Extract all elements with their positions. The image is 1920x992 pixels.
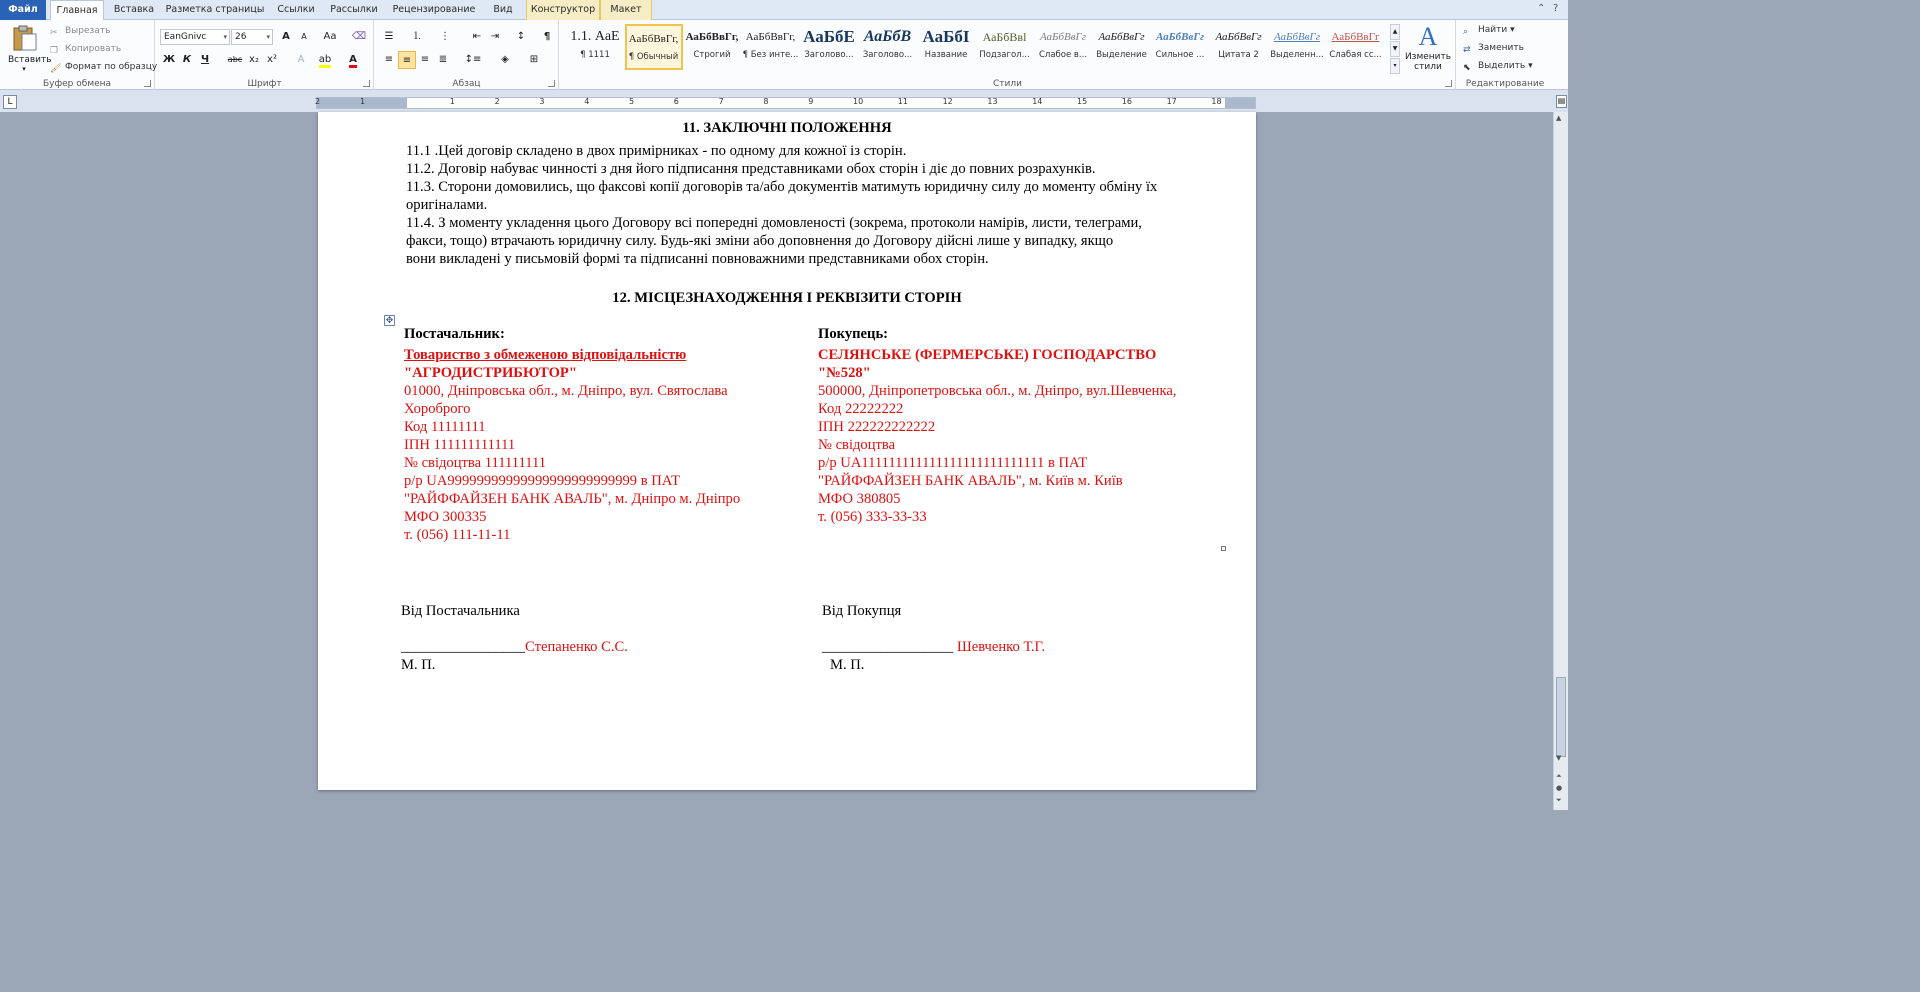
buyer-sign-line: __________________: [822, 639, 954, 655]
style-name: Строгий: [693, 50, 731, 60]
style-name: ¶ Без инте...: [742, 50, 799, 60]
style-item[interactable]: [976, 24, 1034, 70]
buyer-code: Код 22222222: [818, 401, 904, 417]
paragraph-11-4-line2: факси, тощо) втрачають юридичну силу. Будь-які зміни або доповнення до Договору дійсні лише у випадку, якщо: [406, 233, 1114, 249]
find-button[interactable]: ⌕ Найти ▾: [1463, 25, 1515, 37]
font-size-value: 26: [235, 32, 247, 42]
paragraph-11-3-line2: оригіналами.: [406, 197, 488, 213]
ruler-number: 17: [1166, 97, 1177, 106]
style-name: Заголово...: [862, 50, 913, 60]
view-ruler-icon[interactable]: ▤: [1556, 95, 1567, 108]
supplier-heading: Постачальник:: [404, 326, 505, 342]
underline-icon: Ч: [200, 54, 210, 65]
supplier-certificate: № свідоцтва 111111111: [404, 455, 547, 471]
buyer-sign-label: Від Покупця: [822, 603, 902, 619]
style-sample: АаБбВвГг: [1098, 31, 1145, 43]
ribbon-tab-bar: [0, 0, 1568, 20]
table-resize-handle[interactable]: [1221, 546, 1226, 551]
style-sample: АаБбВвГг,: [685, 31, 739, 43]
gallery-more-icon[interactable]: ▾: [1390, 58, 1400, 74]
table-move-handle-icon[interactable]: ✥: [385, 315, 394, 325]
pilcrow-icon: ¶: [543, 31, 551, 42]
buyer-mfo: МФО 380805: [818, 491, 901, 507]
minimize-ribbon-icon[interactable]: ⌃: [1537, 3, 1546, 14]
align-right-button[interactable]: [416, 51, 434, 69]
buyer-address: 500000, Дніпропетровська обл., м. Дніпро, вул.Шевченка,: [818, 383, 1177, 399]
gallery-down-icon[interactable]: ▼: [1390, 41, 1400, 57]
font-group-label: Шрифт: [247, 79, 282, 89]
style-name: Сильное ...: [1155, 50, 1205, 60]
multilevel-list-icon: ⋮: [440, 31, 450, 42]
ruler-number: 15: [1077, 97, 1088, 106]
clipboard-group-label: Буфер обмена: [42, 79, 112, 89]
style-item[interactable]: [800, 24, 858, 70]
style-item[interactable]: [566, 24, 624, 70]
style-item[interactable]: [859, 24, 917, 70]
line-spacing-button[interactable]: [464, 51, 482, 69]
bullets-icon: ☰: [384, 31, 394, 42]
tab-review[interactable]: Рецензирование: [392, 4, 476, 15]
paragraph-launcher-icon[interactable]: [548, 80, 555, 87]
borders-icon: ⊞: [529, 54, 539, 65]
copy-icon: ❐: [50, 46, 59, 56]
italic-button[interactable]: [178, 51, 196, 69]
scroll-up-icon[interactable]: ▲: [1556, 114, 1562, 122]
style-item[interactable]: [1268, 24, 1326, 70]
copy-button[interactable]: [50, 44, 121, 57]
subscript-button[interactable]: [245, 51, 263, 69]
justify-button[interactable]: [434, 51, 452, 69]
buyer-heading: Покупець:: [818, 326, 889, 342]
ruler-number: 14: [1032, 97, 1043, 106]
ribbon: [0, 20, 1568, 90]
tab-page-layout[interactable]: Разметка страницы: [165, 4, 265, 15]
align-left-icon: ≡: [384, 54, 394, 65]
supplier-account: р/р UA99999999999999999999999999 в ПАТ: [404, 473, 680, 489]
supplier-name-line1: Товариство з обмеженою відповідальністю: [404, 347, 687, 363]
style-sample: АаБбВвГг,: [628, 33, 679, 45]
style-sample: АаБбI: [922, 27, 970, 46]
style-sample: АаБбВвl: [982, 30, 1027, 44]
style-name: Заголово...: [804, 50, 854, 60]
supplier-ipn: ІПН 111111111111: [404, 437, 516, 453]
style-sample: АаБбВвГг: [1215, 31, 1262, 43]
align-right-icon: ≡: [420, 54, 430, 65]
style-sample: АаБбВвГг,: [745, 31, 796, 43]
tab-insert[interactable]: Вставка: [113, 4, 155, 15]
numbering-button[interactable]: [408, 28, 426, 46]
format-painter-label: Формат по образцу: [65, 62, 158, 72]
tab-table-design[interactable]: Конструктор: [526, 0, 600, 20]
supplier-address-line1: 01000, Дніпровська обл., м. Дніпро, вул. Святослава: [404, 383, 728, 399]
paste-dropdown-icon[interactable]: ▾: [22, 65, 26, 73]
ruler-number: 9: [808, 97, 814, 106]
style-sample: АаБбВвГг: [1155, 31, 1205, 43]
buyer-name-line2: "№528": [818, 365, 871, 381]
ruler-number: 2: [494, 97, 500, 106]
buyer-sign-row: [822, 638, 1045, 656]
browse-object-icon[interactable]: ●: [1556, 784, 1563, 792]
select-label: Выделить: [1478, 61, 1526, 71]
supplier-phone: т. (056) 111-11-11: [404, 527, 511, 543]
replace-button[interactable]: [1463, 43, 1524, 56]
font-group: [156, 20, 374, 90]
paragraph-11-4-line3: вони викладені у письмовій формі та підписанні повноважними представниками обох сторін.: [406, 251, 989, 267]
paragraph-11-1: 11.1 .Цей договір складено в двох примірниках - по одному для кожної із сторін.: [406, 143, 907, 159]
numbering-icon: ⒈: [412, 31, 422, 42]
ruler-number: 7: [718, 97, 724, 106]
supplier-sign-row: [401, 638, 628, 656]
font-color-button[interactable]: [344, 51, 362, 69]
tab-selector-icon[interactable]: L: [3, 95, 17, 109]
style-sample: 1.1. АаЕ: [570, 29, 620, 44]
style-name: Подзагол...: [979, 50, 1030, 60]
ruler-number: 5: [629, 97, 635, 106]
scroll-down-icon[interactable]: ▼: [1556, 754, 1562, 762]
change-styles-button[interactable]: [1402, 22, 1454, 77]
style-name: Слабая сс...: [1329, 50, 1382, 60]
tab-mailings[interactable]: Рассылки: [330, 4, 378, 15]
ruler-number: 8: [763, 97, 769, 106]
buyer-signatory: Шевченко Т.Г.: [953, 639, 1045, 655]
style-name: ¶ 1111: [580, 50, 610, 60]
bullets-button[interactable]: [380, 28, 398, 46]
style-sample: АаБбE: [803, 27, 855, 46]
style-item[interactable]: [625, 24, 683, 70]
sort-icon: ↕: [516, 31, 526, 42]
clipboard-launcher-icon[interactable]: [144, 80, 151, 87]
paintbrush-icon: 🖌: [50, 64, 62, 74]
chevron-down-icon: ▾: [223, 33, 227, 41]
buyer-phone: т. (056) 333-33-33: [818, 509, 927, 525]
replace-label: Заменить: [1478, 43, 1524, 53]
text-effects-button[interactable]: [292, 51, 310, 69]
decrease-indent-button[interactable]: [468, 28, 486, 46]
supplier-address-line2: Хороброго: [404, 401, 471, 417]
style-item[interactable]: [917, 24, 975, 70]
ruler-number: 4: [584, 97, 590, 106]
ruler-number: 3: [539, 97, 545, 106]
style-item[interactable]: [1034, 24, 1092, 70]
cursor-icon: ⬉: [1463, 63, 1471, 73]
ruler-number: 12: [942, 97, 953, 106]
ruler-number: 1: [449, 97, 455, 106]
ruler-area: [0, 90, 1568, 112]
style-name: Выделенн...: [1270, 50, 1324, 60]
style-sample: АаБбВвГг: [1273, 31, 1321, 43]
font-color-icon: A: [349, 54, 357, 68]
buyer-stamp: М. П.: [830, 657, 865, 673]
tab-file[interactable]: Файл: [0, 0, 46, 20]
paint-bucket-icon: ◈: [501, 54, 509, 65]
ruler-number: 6: [673, 97, 679, 106]
tab-view[interactable]: Вид: [493, 4, 513, 15]
select-button[interactable]: ⬉ Выделить ▾: [1463, 61, 1533, 73]
tab-references[interactable]: Ссылки: [277, 4, 315, 15]
superscript-icon: x²: [267, 54, 277, 65]
change-case-icon: Aa: [323, 31, 337, 42]
font-name-combo[interactable]: [160, 29, 230, 45]
style-item[interactable]: [1210, 24, 1268, 70]
change-styles-icon: A: [1418, 22, 1438, 51]
show-marks-button[interactable]: [538, 28, 556, 46]
cut-button[interactable]: [50, 26, 110, 39]
style-name: ¶ Обычный: [628, 52, 679, 62]
document-page[interactable]: [318, 112, 1256, 790]
supplier-stamp: М. П.: [401, 657, 436, 673]
format-painter-button[interactable]: [50, 62, 157, 75]
style-item[interactable]: [1327, 24, 1385, 70]
align-left-button[interactable]: [380, 51, 398, 69]
buyer-name-line1: СЕЛЯНСЬКЕ (ФЕРМЕРСЬКЕ) ГОСПОДАРСТВО: [818, 347, 1157, 363]
highlight-button[interactable]: [316, 51, 334, 69]
section-11-title: 11. ЗАКЛЮЧНІ ПОЛОЖЕННЯ: [682, 120, 892, 136]
editing-group: [1457, 20, 1553, 90]
ruler-number: 16: [1121, 97, 1132, 106]
style-item[interactable]: [1093, 24, 1151, 70]
increase-indent-button[interactable]: [486, 28, 504, 46]
justify-icon: ≣: [438, 54, 448, 65]
font-launcher-icon[interactable]: [363, 80, 370, 87]
find-label: Найти: [1478, 25, 1508, 35]
next-page-icon[interactable]: ⏷: [1556, 796, 1562, 804]
underline-button[interactable]: [196, 51, 214, 69]
replace-icon: ⇄: [1463, 45, 1471, 55]
gallery-up-icon[interactable]: ▲: [1390, 24, 1400, 40]
prev-page-icon[interactable]: ⏶: [1556, 772, 1562, 780]
eraser-icon: ⌫: [351, 31, 367, 42]
increase-indent-icon: ⇥: [490, 31, 500, 42]
tab-home[interactable]: Главная: [50, 0, 104, 21]
supplier-sign-label: Від Постачальника: [401, 603, 520, 619]
style-name: Название: [924, 50, 968, 60]
bold-button[interactable]: [160, 51, 178, 69]
strikethrough-button[interactable]: [226, 51, 244, 69]
supplier-mfo: МФО 300335: [404, 509, 487, 525]
paste-icon: [10, 24, 38, 52]
styles-group-label: Стили: [993, 79, 1022, 89]
grow-font-icon: A: [282, 31, 290, 42]
help-icon[interactable]: ?: [1553, 3, 1559, 14]
section-12-title: 12. МІСЦЕЗНАХОДЖЕННЯ І РЕКВІЗИТИ СТОРІН: [612, 290, 962, 306]
paste-button[interactable]: [8, 24, 52, 78]
align-center-icon: ≡: [402, 55, 412, 66]
paragraph-group: [375, 20, 559, 90]
paragraph-group-label: Абзац: [452, 79, 481, 89]
line-spacing-icon: ↕≡: [464, 54, 482, 65]
buyer-certificate: № свідоцтва: [818, 437, 896, 453]
ruler-number: 2: [315, 97, 321, 106]
scroll-thumb[interactable]: [1556, 677, 1566, 757]
paragraph-11-4-line1: 11.4. З моменту укладення цього Договору всі попередні домовленості (зокрема, протоколи намірів, листи, телеграми,: [406, 215, 1142, 231]
shrink-font-button[interactable]: [295, 28, 313, 46]
scissors-icon: ✂: [50, 28, 58, 38]
copy-label: Копировать: [65, 44, 122, 54]
style-sample: АаБбВвГг: [1039, 31, 1087, 43]
multilevel-list-button[interactable]: [436, 28, 454, 46]
text-effects-icon: A: [297, 54, 305, 65]
superscript-button[interactable]: [263, 51, 281, 69]
paste-label: Вставить: [8, 55, 52, 65]
change-styles-label: Изменить стили: [1404, 52, 1452, 72]
supplier-bank: "РАЙФФАЙЗЕН БАНК АВАЛЬ", м. Дніпро м. Дніпро: [404, 491, 741, 507]
clipboard-group: [0, 20, 158, 90]
supplier-sign-line: _________________: [401, 639, 526, 655]
horizontal-ruler[interactable]: [316, 97, 1256, 109]
tab-table-layout[interactable]: Макет: [600, 0, 652, 20]
bold-icon: Ж: [162, 54, 176, 65]
highlighter-icon: ab: [319, 54, 331, 68]
style-name: Выделение: [1096, 50, 1147, 60]
style-name: Слабое в...: [1038, 50, 1088, 60]
grow-font-button[interactable]: [277, 28, 295, 46]
font-size-combo[interactable]: [231, 29, 273, 45]
binoculars-icon: ⌕: [1463, 27, 1469, 37]
ruler-number: 10: [853, 97, 864, 106]
ruler-number: 18: [1211, 97, 1222, 106]
style-item[interactable]: [1151, 24, 1209, 70]
ruler-number: 13: [987, 97, 998, 106]
paragraph-11-3-line1: 11.3. Сторони домовились, що факсові копії договорів та/або документів матимуть юридичну силу до моменту обміну їх: [406, 179, 1158, 195]
ruler-number: 1: [360, 97, 366, 106]
sort-button[interactable]: [512, 28, 530, 46]
shrink-font-icon: A: [301, 32, 307, 41]
supplier-code: Код 11111111: [404, 419, 486, 435]
italic-icon: К: [182, 54, 192, 65]
vertical-scrollbar[interactable]: [1553, 112, 1568, 810]
ruler-right-margin: [1225, 98, 1255, 108]
subscript-icon: x₂: [249, 54, 259, 65]
styles-group: [560, 20, 1456, 90]
shading-button[interactable]: [496, 51, 514, 69]
style-item[interactable]: [683, 24, 741, 70]
font-name-value: EanGnivc: [164, 32, 207, 42]
buyer-account: р/р UA111111111111111111111111111 в ПАТ: [818, 455, 1088, 471]
change-case-button[interactable]: [319, 28, 341, 46]
clear-formatting-button[interactable]: [350, 28, 368, 46]
buyer-bank: "РАЙФФАЙЗЕН БАНК АВАЛЬ", м. Київ м. Київ: [818, 473, 1123, 489]
decrease-indent-icon: ⇤: [472, 31, 482, 42]
style-sample: АаБбВвГг: [1331, 31, 1380, 43]
buyer-ipn: ІПН 222222222222: [818, 419, 936, 435]
strikethrough-icon: abc: [227, 55, 243, 64]
chevron-down-icon: ▾: [266, 33, 270, 41]
supplier-name-line2: "АГРОДИСТРИБЮТОР": [404, 365, 577, 381]
styles-launcher-icon[interactable]: [1445, 80, 1452, 87]
ruler-number: 11: [897, 97, 908, 106]
paragraph-11-2: 11.2. Договір набуває чинності з дня його підписання представниками обох сторін і діє до повних розрахунків.: [406, 161, 1096, 177]
style-item[interactable]: [742, 24, 800, 70]
cut-label: Вырезать: [65, 26, 111, 36]
style-sample: АаБбВ: [863, 28, 912, 45]
editing-group-label: Редактирование: [1465, 79, 1545, 89]
align-center-button[interactable]: [398, 51, 416, 69]
supplier-signatory: Степаненко С.С.: [525, 639, 628, 655]
borders-button[interactable]: [525, 51, 543, 69]
style-name: Цитата 2: [1218, 50, 1259, 60]
